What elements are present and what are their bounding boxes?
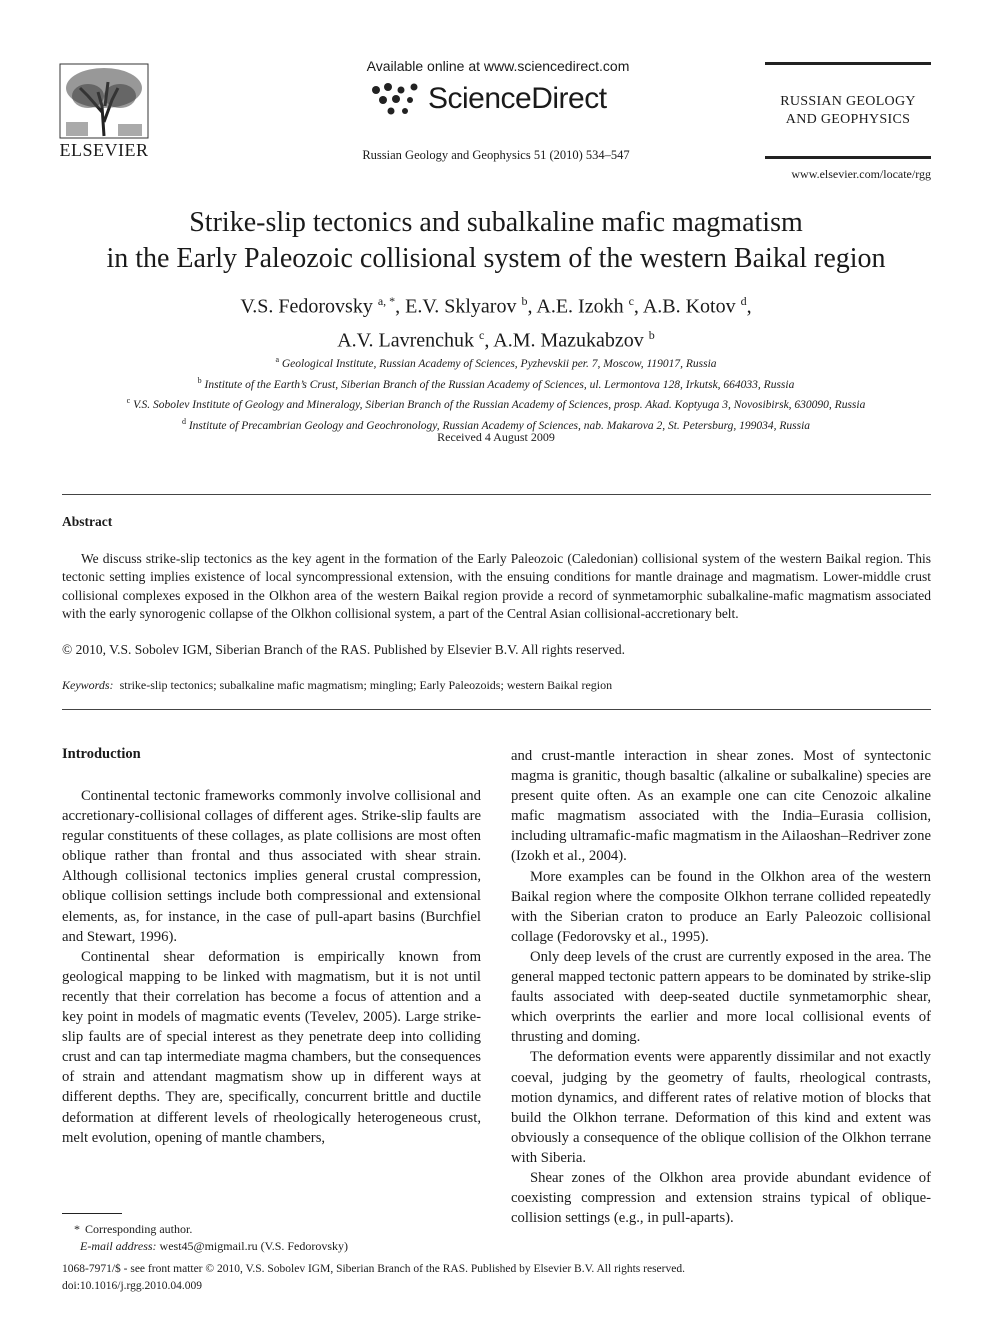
journal-title-bottom-rule <box>765 156 931 159</box>
journal-citation: Russian Geology and Geophysics 51 (2010) 534–547 <box>362 148 630 162</box>
journal-title-line-2: AND GEOPHYSICS <box>785 112 911 127</box>
author-line-2: A.V. Lavrenchuk $^c$, A.M. Mazukabzov $^b$ <box>337 327 655 352</box>
author-affiliation-mark: d <box>740 294 747 308</box>
publisher-wordmark: ELSEVIER <box>59 140 149 160</box>
affiliation-item: $^c$ V.S. Sobolev Institute of Geology and Mineralogy, Siberian Branch of the Russian Academy of Sciences, prosp. Akad. Koptyuga 3, Novosibirsk, 630090, Russia <box>126 396 866 412</box>
abstract-copyright: © 2010, V.S. Sobolev IGM, Siberian Branch of the RAS. Published by Elsevier B.V. All rights reserved. <box>62 642 625 657</box>
article-title-line-2: in the Early Paleozoic collisional system of the western Baikal region <box>106 243 886 274</box>
journal-url-link[interactable]: www.elsevier.com/locate/rgg <box>791 167 931 181</box>
author-affiliation-mark: b <box>648 327 655 342</box>
article-title <box>40 205 952 277</box>
doi-link[interactable]: doi:10.1016/j.rgg.2010.04.009 <box>62 1280 203 1292</box>
available-online-text[interactable]: Available online at www.sciencedirect.com <box>366 58 630 74</box>
sciencedirect-dots-icon <box>368 82 424 118</box>
affiliation-item: $^b$ Institute of the Earth’s Crust, Siberian Branch of the Russian Academy of Sciences, ul. Lermontova 128, Irkutsk, 664033, Russia <box>197 375 795 391</box>
received-date: Received 4 August 2009 <box>437 430 555 444</box>
keywords-label: Keywords: <box>62 678 114 692</box>
body-paragraph: The deformation events were apparently dissimilar and not exactly coeval, judging by the geometry of faults, rheological contrasts, motion dynamics, and different rates of relative motion of blocks that build the Olkhon terrane. Deformation of this kind and extent was obviously a consequence of the oblique collision of the Olkhon terrane with Siberia. <box>511 1049 931 1166</box>
footnote-corresponding: * Corresponding author. <box>62 1221 482 1238</box>
author-name[interactable]: A.E. Izokh <box>536 295 624 318</box>
author-name[interactable]: A.B. Kotov <box>642 295 736 318</box>
body-paragraph: More examples can be found in the Olkhon area of the western Baikal region where the composite Olkhon terrane collided repeatedly with the Siberian craton to produce an Early Paleozoic collisional collage (Fedorovsky et al., 1995). <box>511 868 931 945</box>
article-title-line-1: Strike-slip tectonics and subalkaline mafic magmatism <box>189 207 803 238</box>
abstract-text: We discuss strike-slip tectonics as the key agent in the formation of the Early Paleozoic (Caledonian) collisional system of the western Baikal region. This tectonic setting implies existence of local syncompressional extension, with the ensuing conditions for mantle drainage and magmatism. Lower-middle crust collisional complexes exposed in the Olkhon area of the western Baikal region provide a record of synmetamorphic subalkaline-mafic magmatism associated with the early synorogenic collapse of the Olkhon collisional system, a part of the Central Asian collisional-accretionary belt. <box>62 551 931 621</box>
author-affiliation-mark: c <box>628 294 634 308</box>
keywords-list: strike-slip tectonics; subalkaline mafic magmatism; mingling; Early Paleozoids; western Baikal region <box>119 678 613 692</box>
footnote-star: * <box>74 1222 80 1236</box>
abstract-top-rule <box>62 494 931 495</box>
body-paragraph: Shear zones of the Olkhon area provide abundant evidence of coexisting compression and extension strains typical of oblique-collision settings (e.g., in pull-aparts). <box>511 1169 931 1227</box>
abstract-bottom-rule <box>62 709 931 710</box>
author-affiliation-mark: b <box>521 294 528 308</box>
journal-title-top-rule <box>765 62 931 65</box>
affiliations <box>40 352 952 435</box>
author-name[interactable]: A.M. Mazukabzov <box>493 329 644 352</box>
author-line-1: V.S. Fedorovsky $^{a, *}$, E.V. Sklyarov $^b$, A.E. Izokh $^c$, A.B. Kotov $^d$, <box>240 294 752 318</box>
abstract-heading: Abstract <box>62 514 113 529</box>
email-link[interactable]: west45@migmail.ru (V.S. Fedorovsky) <box>159 1239 349 1253</box>
author-affiliation-mark: a, * <box>377 294 396 308</box>
front-matter-line: 1068-7971/$ - see front matter © 2010, V.S. Sobolev IGM, Siberian Branch of the RAS. Published by Elsevier B.V. All rights reserved. <box>62 1263 685 1275</box>
affiliation-item: $^d$ Institute of Precambrian Geology and Geochronology, Russian Academy of Sciences, nab. Makarova 2, St. Petersburg, 199034, Russia <box>181 416 811 432</box>
body-column-right <box>511 746 931 1228</box>
body-paragraph: Only deep levels of the crust are currently exposed in the area. The general mapped tectonic pattern appears to be dominated by strike-slip faults associated with deep-seated ductile synmetamorphic shear, which overprints the earlier and more local collisional events of thrusting and doming. <box>511 948 931 1046</box>
corresponding-author-footnote <box>62 1221 482 1255</box>
body-paragraph-continued: and crust-mantle interaction in shear zones. Most of syntectonic magma is granitic, though basaltic (alkaline or subalkaline) species are present quite often. As an example one can cite Cenozoic alkaline mafic magmatism associated with the India–Eurasia collision, including ultramafic-mafic magmatism in the Ailaoshan–Redriver zone (Izokh et al., 2004). <box>511 748 931 865</box>
page-footer <box>62 1261 931 1295</box>
journal-title <box>765 93 931 129</box>
body-column-left <box>62 786 481 1148</box>
keywords <box>62 678 931 693</box>
body-paragraph: Continental shear deformation is empirically known from geological mapping to be linked with magmatism, but it is not until recently that their correlation has become a focus of attention and a key point in models of magmatic events (Tevelev, 2005). Large strike-slip faults are of special interest as they penetrate deep into colliding crust and can tap intermediate magma chambers, but the consequences of strain and attendant magmatism show up in different ways at different depths. They are, specifically, concurrent brittle and ductile deformation at different levels of rheologically heterogeneous crust, melt evolution, opening of mantle chambers, <box>62 948 481 1146</box>
author-affiliation-mark: c <box>479 327 485 342</box>
sciencedirect-wordmark: ScienceDirect <box>428 82 607 115</box>
footnote-rule <box>62 1213 122 1214</box>
footnote-email: E-mail address: west45@migmail.ru (V.S. Fedorovsky) <box>80 1239 349 1253</box>
affiliation-item: $^a$ Geological Institute, Russian Academy of Sciences, Pyzhevskii per. 7, Moscow, 119017, Russia <box>275 355 717 370</box>
body-paragraph: Continental tectonic frameworks commonly involve collisional and accretionary-collisional collages of different ages. Strike-slip faults are regular constituents of these collages, as plate collisions are most often oblique rather than frontal and thus associated with shear strain. Although collisional tectonics implies general crustal compression, oblique collision settings include both compressional and extensional elements, as, for instance, in the case of pull-apart basins (Burchfiel and Stewart, 1996). <box>62 788 481 945</box>
author-name[interactable]: V.S. Fedorovsky <box>240 295 373 318</box>
journal-title-line-1: RUSSIAN GEOLOGY <box>780 94 916 109</box>
author-name[interactable]: E.V. Sklyarov <box>405 295 517 318</box>
author-name[interactable]: A.V. Lavrenchuk <box>337 329 475 352</box>
section-heading-introduction: Introduction <box>62 746 141 762</box>
author-list <box>40 287 952 354</box>
